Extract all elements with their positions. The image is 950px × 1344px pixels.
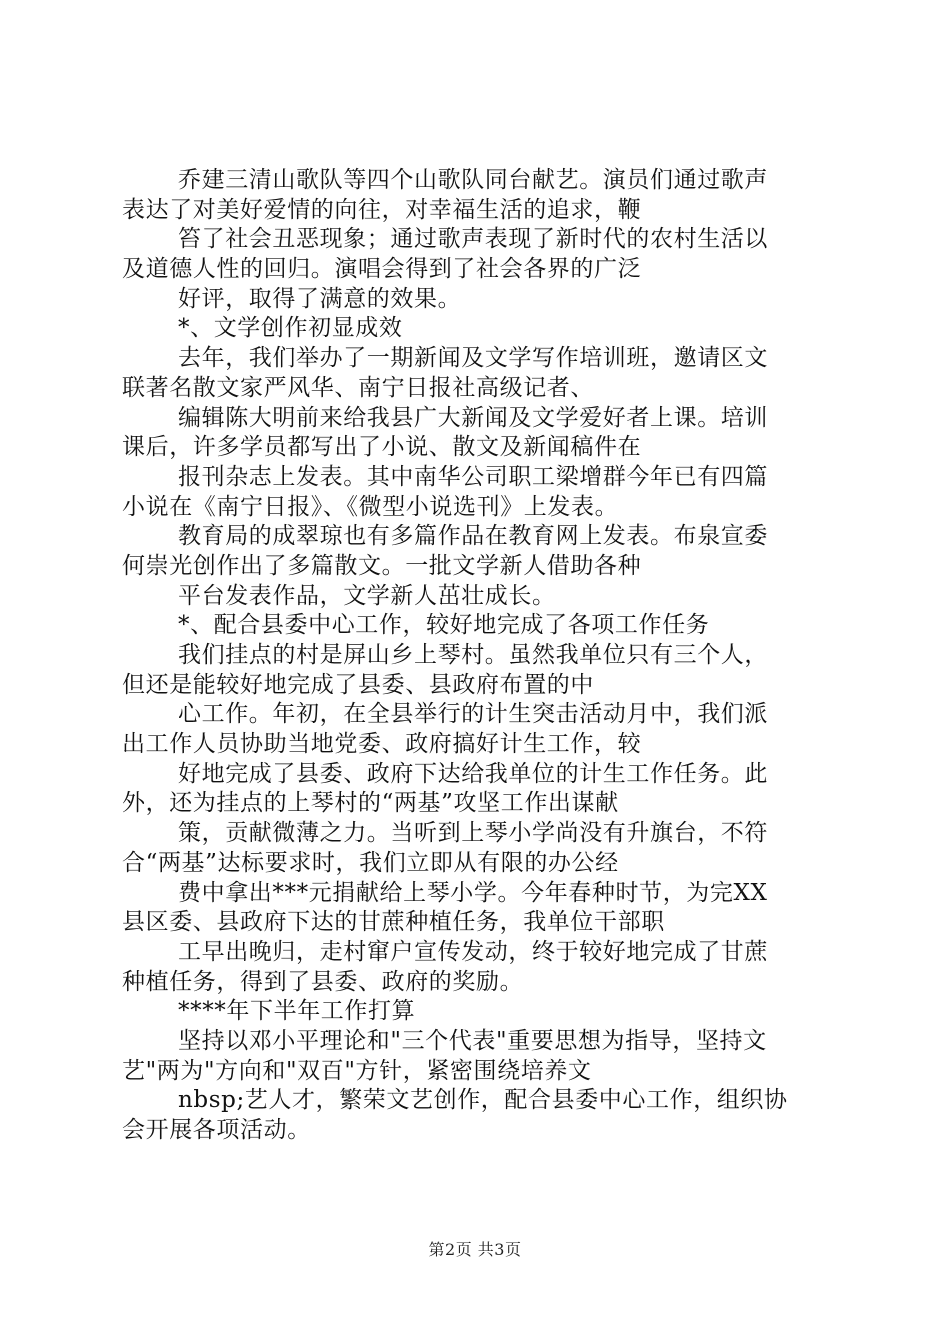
text-line: 合“两基”达标要求时，我们立即从有限的办公经	[122, 849, 619, 876]
page-number-footer: 第2页 共3页	[428, 1240, 522, 1259]
section-heading: *、配合县委中心工作，较好地完成了各项工作任务	[178, 612, 710, 639]
text-line: 费中拿出***元捐献给上琴小学。今年春种时节，为完XX	[178, 879, 768, 906]
text-line: 去年，我们举办了一期新闻及文学写作培训班，邀请区文	[178, 345, 768, 372]
text-line: 策，贡献微薄之力。当听到上琴小学尚没有升旗台，不符	[178, 820, 768, 847]
text-line: 县区委、县政府下达的甘蔗种植任务，我单位干部职	[122, 909, 665, 936]
text-line: nbsp;艺人才，繁荣文艺创作，配合县委中心工作，组织协	[178, 1087, 788, 1114]
text-line: 表达了对美好爱情的向往，对幸福生活的追求，鞭	[122, 196, 642, 223]
text-line: 及道德人性的回归。演唱会得到了社会各界的广泛	[122, 256, 642, 283]
text-line: 好评，取得了满意的效果。	[178, 285, 462, 312]
section-heading: ****年下半年工作打算	[178, 998, 416, 1025]
text-line: 但还是能较好地完成了县委、县政府布置的中	[122, 671, 594, 698]
text-line: 何崇光创作出了多篇散文。一批文学新人借助各种	[122, 552, 642, 579]
text-line: 报刊杂志上发表。其中南华公司职工梁增群今年已有四篇	[178, 463, 768, 490]
text-line: 平台发表作品，文学新人茁壮成长。	[178, 582, 556, 609]
document-body	[122, 166, 842, 1146]
text-line: 工早出晚归，走村窜户宣传发动，终于较好地完成了甘蔗	[178, 938, 768, 965]
text-line: 联著名散文家严风华、南宁日报社高级记者、	[122, 374, 594, 401]
text-line: 好地完成了县委、政府下达给我单位的计生工作任务。此	[178, 760, 768, 787]
text-line: 笞了社会丑恶现象；通过歌声表现了新时代的农村生活以	[178, 226, 768, 253]
section-heading: *、文学创作初显成效	[178, 315, 403, 342]
text-line: 会开展各项活动。	[122, 1117, 311, 1143]
text-line: 种植任务，得到了县委、政府的奖励。	[122, 968, 524, 995]
text-line: 乔建三清山歌队等四个山歌队同台献艺。演员们通过歌声	[178, 167, 768, 193]
text-line: 课后，许多学员都写出了小说、散文及新闻稿件在	[122, 434, 642, 461]
text-line: 出工作人员协助当地党委、政府搞好计生工作，较	[122, 731, 642, 758]
text-line: 艺"两为"方向和"双百"方针，紧密围绕培养文	[122, 1057, 592, 1084]
text-line: 小说在《南宁日报》、《微型小说选刊》上发表。	[122, 493, 619, 520]
text-line: 教育局的成翠琼也有多篇作品在教育网上发表。布泉宣委	[178, 523, 768, 550]
text-line: 外，还为挂点的上琴村的“两基”攻坚工作出谋献	[122, 790, 619, 817]
text-line: 坚持以邓小平理论和"三个代表"重要思想为指导，坚持文	[178, 1027, 767, 1054]
text-line: 编辑陈大明前来给我县广大新闻及文学爱好者上课。培训	[178, 404, 768, 431]
text-line: 心工作。年初，在全县举行的计生突击活动月中，我们派	[178, 701, 768, 728]
text-line: 我们挂点的村是屏山乡上琴村。虽然我单位只有三个人，	[178, 642, 768, 668]
